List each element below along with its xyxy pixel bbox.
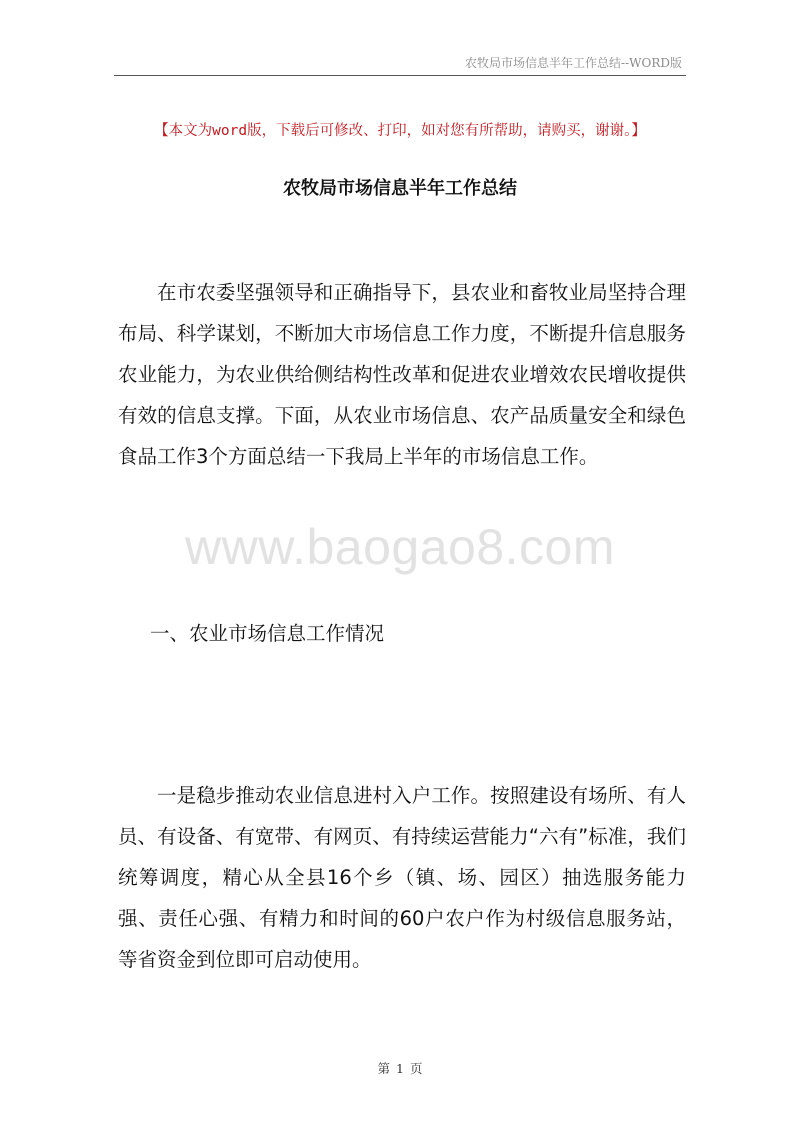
page-number: 1 (396, 1061, 404, 1076)
section-heading: 一、农业市场信息工作情况 (150, 622, 385, 645)
download-notice: 【本文为word版，下载后可修改、打印，如对您有所帮助，请购买，谢谢。】 (154, 123, 646, 139)
page-footer (0, 1059, 800, 1077)
watermark: www.baogao8.com (185, 519, 615, 575)
footer-prefix: 第 (377, 1061, 391, 1076)
intro-paragraph: 在市农委坚强领导和正确指导下，县农业和畜牧业局坚持合理布局、科学谋划，不断加大市场信息工作力度，不断提升信息服务农业能力，为农业供给侧结构性改革和促进农业增效农民增收提供有效的信息支撑。下面，从农业市场信息、农产品质量安全和绿色食品工作3个方面总结一下我局上半年的市场信息工作。 (118, 281, 686, 468)
header-divider (114, 75, 686, 76)
footer-suffix: 页 (409, 1061, 423, 1076)
running-header: 农牧局市场信息半年工作总结--WORD版 (465, 56, 682, 70)
body-paragraph: 一是稳步推动农业信息进村入户工作。按照建设有场所、有人员、有设备、有宽带、有网页、有持续运营能力“六有”标准，我们统筹调度，精心从全县16个乡（镇、场、园区）抽选服务能力强、责任心强、有精力和时间的60户农户作为村级信息服务站，等省资金到位即可启动使用。 (118, 784, 686, 971)
document-title: 农牧局市场信息半年工作总结 (283, 178, 517, 199)
